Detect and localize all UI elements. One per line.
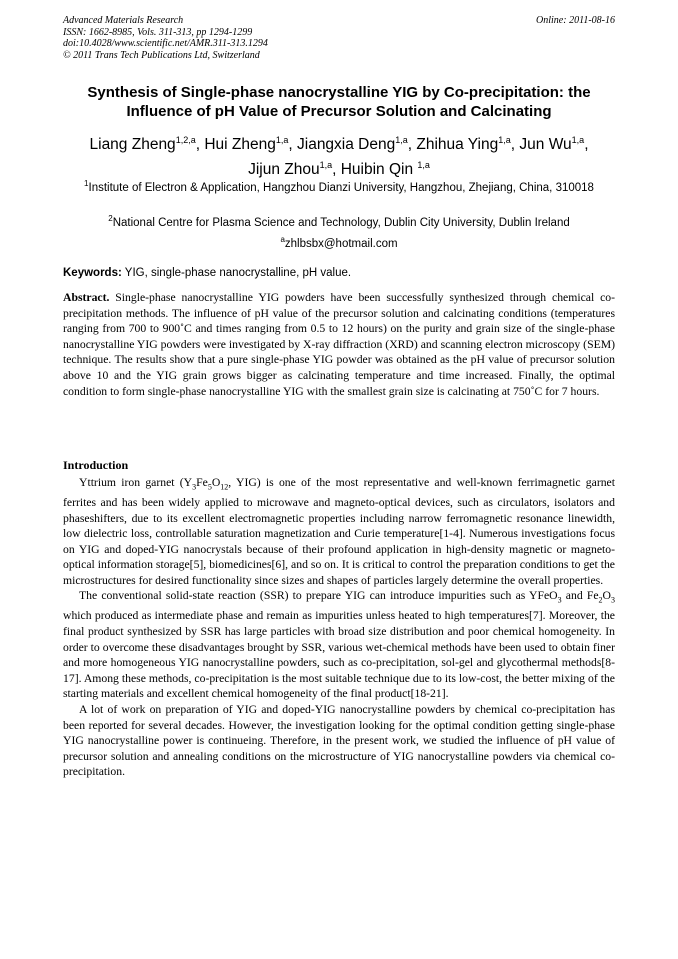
- paper-title: Synthesis of Single-phase nanocrystalline YIG by Co-precipitation: the Influence of pH Value of Precursor Solution and Calcinating: [87, 84, 591, 120]
- introduction-body: [63, 475, 615, 780]
- email-line: $^a$zhlbsbx@hotmail.com: [280, 235, 398, 250]
- keywords-text: YIG, single-phase nanocrystalline, pH value.: [121, 267, 352, 279]
- email-address: zhlbsbx@hotmail.com: [284, 237, 398, 250]
- author: Hui Zheng$^{1,a}$,: [204, 135, 297, 154]
- author: Jiangxia Deng$^{1,a}$,: [297, 135, 417, 154]
- abstract-text: Single-phase nanocrystalline YIG powders have been successfully synthesized through chemical co-precipitation methods. The influence of pH value of the precursor solution and calcinating conditions (temperatures ranging from 700 to 900˚C and times ranging from 0.5 to 12 hours) on the purity and grain size of the single-phase nanocrystalline YIG powders were investigated by X-ray diffraction (XRD) and scanning electron microscopy (SEM) technique. The results show that a pure single-phase YIG powder was obtained as the pH value of precursor solution above 10 and the YIG grain grows bigger as calcinating temperature and time increased. Finally, the optimal condition to form single-phase nanocrystalline YIG with the smallest grain size is calcinating at 750˚C for 7 hours.: [63, 291, 615, 398]
- paragraph: A lot of work on preparation of YIG and doped-YIG nanocrystalline powders by chemical co-precipitation has been reported for several decades. However, the investigation looking for the optimal condition getting single-phase YIG nanocrystalline power is continueing. Therefore, in the present work, we studied the influence of pH value of precursor solution and annealing conditions on the microstructure of YIG nanocrystalline powders via chemical co-precipitation.: [63, 702, 615, 779]
- issn-line: ISSN: 1662-8985, Vols. 311-313, pp 1294-1299: [63, 26, 253, 38]
- affiliation-2: $^2$National Centre for Plasma Science and Technology, Dublin City University, Dublin Ireland: [108, 214, 570, 229]
- doi-line: doi:10.4028/www.scientific.net/AMR.311-313.1294: [63, 38, 268, 49]
- copyright-line: © 2011 Trans Tech Publications Ltd, Switzerland: [63, 49, 260, 61]
- author: Liang Zheng$^{1,2,a}$,: [89, 135, 205, 154]
- journal-header: [63, 15, 615, 61]
- keywords: [63, 266, 615, 281]
- online-date: Online: 2011-08-16: [536, 15, 615, 26]
- author-list: [58, 130, 620, 180]
- paragraph: The conventional solid-state reaction (SSR) to prepare YIG can introduce impurities such as YFeO$_3$ and $Fe_2O_3$ which produced as intermediate phase and remain as impurities unless heated to high temperatures[7]. Moreover, the final product synthesized by SSR has large particles with broad size distribution and poor chemical homogeneity. In order to overcome these disadvantages brought by SSR, various wet-chemical methods have been used to obtain finer and more homogeneous YIG nanocrystalline powders, such as co-precipitation, sol-gel and glycothermal methods[8-17]. Among these methods, co-precipitation is the most suitable technique due to its low-cost, the better mixing of the starting materials and excellent chemical homogeneity of the final product[18-21].: [63, 589, 615, 701]
- abstract-label: Abstract.: [63, 291, 110, 304]
- journal-name: Advanced Materials Research: [63, 15, 184, 26]
- author: Huibin Qin $^{1,a}$: [340, 160, 430, 179]
- affiliation-1: $^1$Institute of Electron & Application, Hangzhou Dianzi University, Hangzhou, Zhejiang, China, 310018: [84, 179, 594, 194]
- section-heading-introduction: Introduction: [63, 458, 129, 472]
- keywords-label: Keywords:: [63, 267, 122, 279]
- author: Jijun Zhou$^{1,a}$,: [248, 160, 341, 179]
- abstract: [63, 290, 615, 399]
- author: Jun Wu$^{1,a}$,: [519, 135, 589, 154]
- author: Zhihua Ying$^{1,a}$,: [416, 135, 520, 154]
- paragraph: Yttrium iron garnet ($Y_3Fe_5O_{12}$, YIG) is one of the most representative and well-known ferrimagnetic garnet ferrites and has been widely applied to microwave and magneto-optical devices, such as circulators, isolators and phaseshifters, due to its excellent electromagnetic properties including narrow ferromagnetic resonance linewidth, low dielectric loss, controllable saturation magnetization and Curie temperature[1-4]. Numerous investigations focus on YIG and doped-YIG nanocrystals because of their profound application in high-density magnetic or magneto-optical information storage[5], biomedicines[6], and so on. It is critical to control the preparation conditions to get the microstructures for desired functionality since sizes and shapes of particles largely determine the overall properties.: [63, 476, 615, 587]
